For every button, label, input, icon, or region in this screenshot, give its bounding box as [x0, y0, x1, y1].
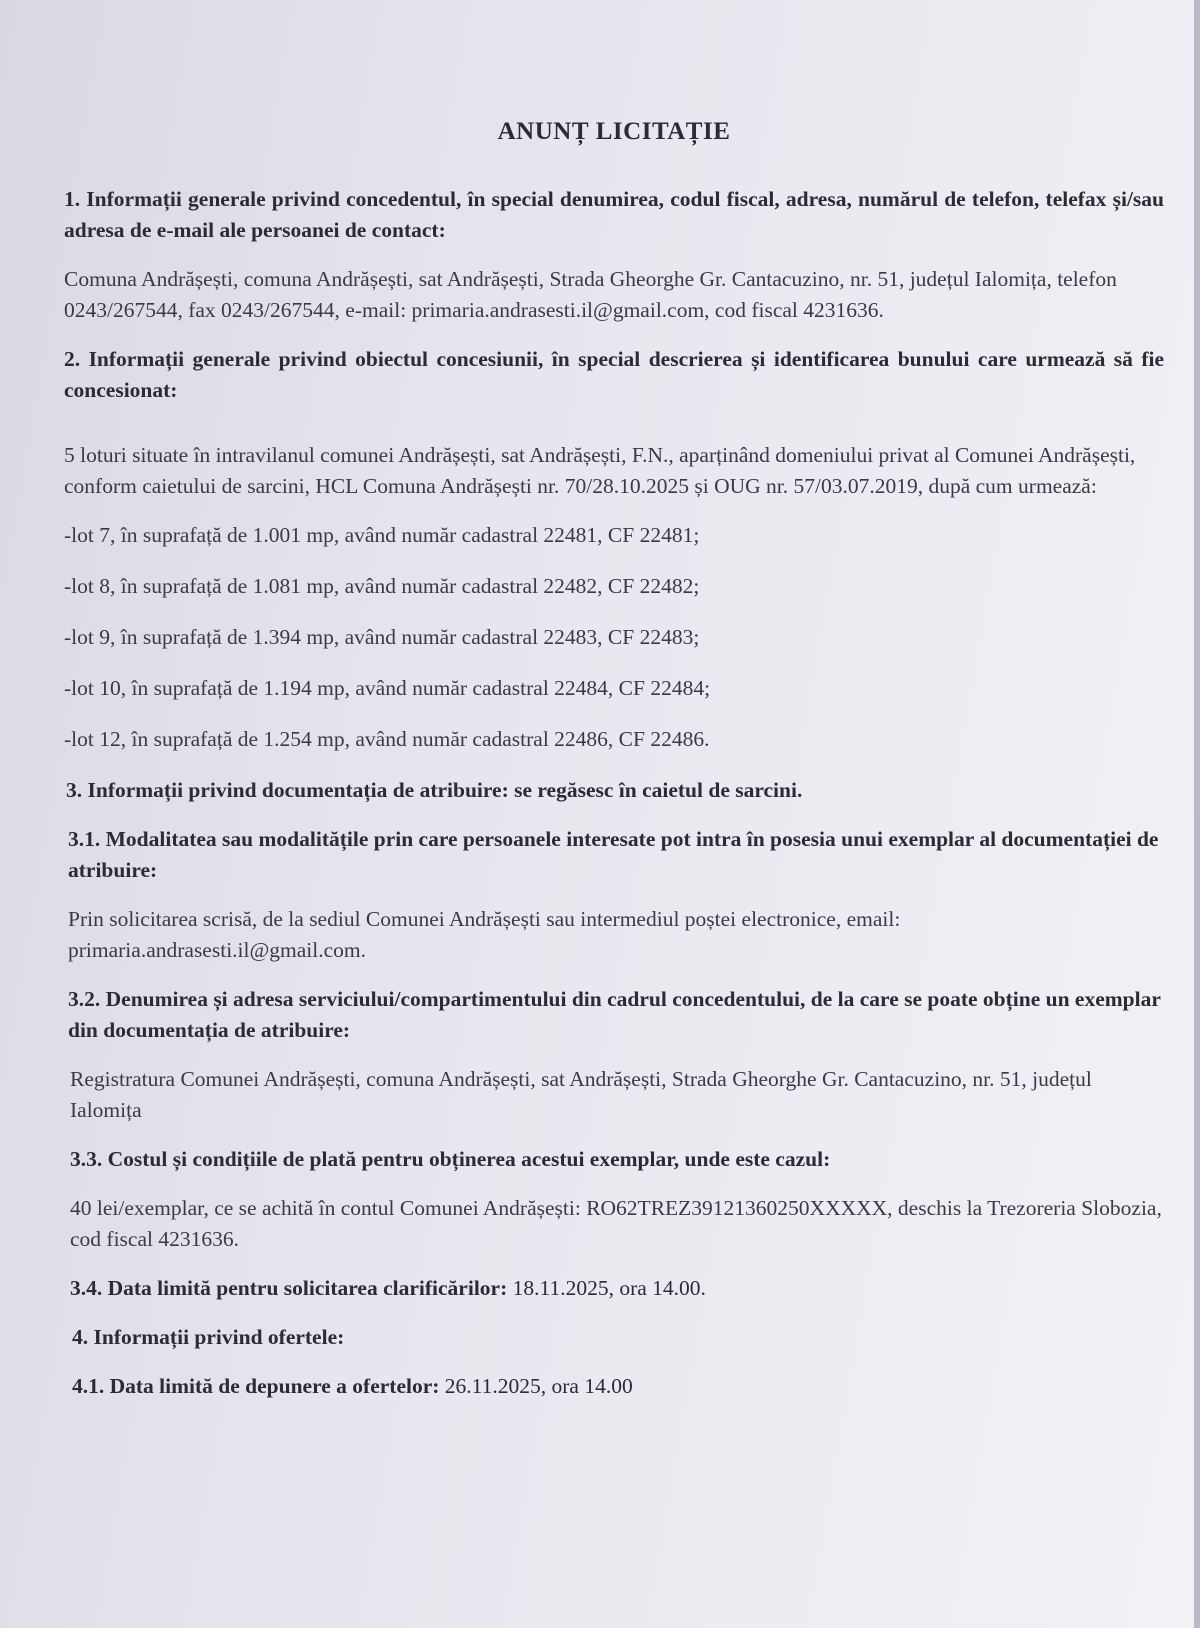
section-3-3-heading: 3.3. Costul și condițiile de plată pentru obținerea acestui exemplar, unde este cazul:	[70, 1147, 831, 1171]
section-3-4-label: 3.4. Data limită pentru solicitarea clarificărilor:	[70, 1276, 508, 1300]
section-3-2-body: Registratura Comunei Andrășești, comuna Andrășești, sat Andrășești, Strada Gheorghe Gr. Cantacuzino, nr. 51, județul Ialomița	[70, 1067, 1092, 1122]
section-1-body: Comuna Andrășești, comuna Andrășești, sat Andrășești, Strada Gheorghe Gr. Cantacuzino, nr. 51, județul Ialomița, telefon 0243/267544, fax 0243/267544, e-mail: primaria.andrasesti.il@gmail.com, cod fiscal 4231636.	[64, 267, 1117, 322]
section-3-1-heading: 3.1. Modalitatea sau modalitățile prin care persoanele interesate pot intra în posesia unui exemplar al documentației de atribuire:	[68, 827, 1159, 882]
lot-item-8: -lot 8, în suprafață de 1.081 mp, având număr cadastral 22482, CF 22482;	[64, 574, 700, 598]
spacer	[64, 424, 1164, 440]
section-3-3-body: 40 lei/exemplar, ce se achită în contul Comunei Andrășești: RO62TREZ39121360250XXXXX, deschis la Trezoreria Slobozia, cod fiscal 4231636.	[70, 1196, 1162, 1251]
paper-edge	[1194, 0, 1200, 1628]
section-3-4-line	[64, 1273, 1164, 1304]
lot-item-7: -lot 7, în suprafață de 1.001 mp, având număr cadastral 22481, CF 22481;	[64, 523, 700, 547]
document-title: ANUNȚ LICITAȚIE	[497, 118, 731, 145]
section-3-heading: 3. Informații privind documentația de atribuire: se regăsesc în caietul de sarcini.	[66, 778, 803, 802]
document-content	[64, 118, 1164, 1420]
section-2-heading: 2. Informații generale privind obiectul concesiunii, în special descrierea și identificarea bunului care urmează să fie concesionat:	[64, 347, 1164, 402]
section-4-1-label: 4.1. Data limită de depunere a ofertelor:	[72, 1374, 440, 1398]
lot-item-9: -lot 9, în suprafață de 1.394 mp, având număr cadastral 22483, CF 22483;	[64, 625, 700, 649]
section-4-1-value: 26.11.2025, ora 14.00	[439, 1374, 633, 1398]
section-3-4-value: 18.11.2025, ora 14.00.	[507, 1276, 706, 1300]
section-4-1-line	[64, 1371, 1164, 1402]
section-4-heading: 4. Informații privind ofertele:	[72, 1325, 345, 1349]
section-1-heading: 1. Informații generale privind concedentul, în special denumirea, codul fiscal, adresa, numărul de telefon, telefax și/sau adresa de e-mail ale persoanei de contact:	[64, 187, 1164, 242]
section-2-body: 5 loturi situate în intravilanul comunei Andrășești, sat Andrășești, F.N., aparținând domeniului privat al Comunei Andrășești, conform caietului de sarcini, HCL Comuna Andrășești nr. 70/28.10.2025 și OUG nr. 57/03.07.2019, după cum urmează:	[64, 443, 1136, 498]
lot-item-10: -lot 10, în suprafață de 1.194 mp, având număr cadastral 22484, CF 22484;	[64, 676, 711, 700]
section-3-2-heading: 3.2. Denumirea și adresa serviciului/compartimentului din cadrul concedentului, de la care se poate obține un exemplar din documentația de atribuire:	[68, 987, 1161, 1042]
lot-item-12: -lot 12, în suprafață de 1.254 mp, având număr cadastral 22486, CF 22486.	[64, 727, 710, 751]
section-3-1-body: Prin solicitarea scrisă, de la sediul Comunei Andrășești sau intermediul poștei electronice, email: primaria.andrasesti.il@gmail.com.	[68, 907, 901, 962]
